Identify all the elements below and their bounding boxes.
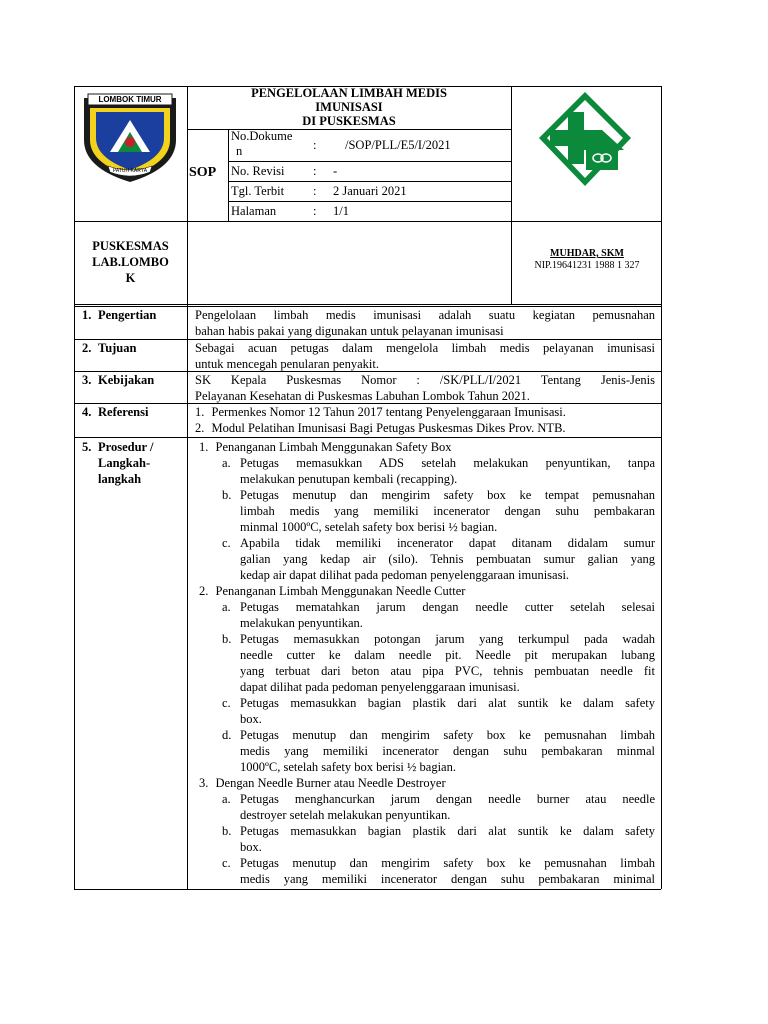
signer-nip: NIP.19641231 1988 1 327 <box>534 260 640 271</box>
procedure-step: b. Petugas memasukkan bagian plastik dari alat suntik ke dalam safety box. <box>222 824 655 854</box>
meta-page-value: 1/1 <box>333 204 349 218</box>
paragraph-line: untuk mencegah penularan penyakit. <box>195 357 379 371</box>
section-3-content <box>195 372 655 404</box>
section-2-number: 2. <box>82 341 92 355</box>
meta-issued-sep: : <box>313 184 317 198</box>
paragraph-line: Pengelolaan limbah medis imunisasi adalah suatu kegiatan pemusnahan <box>195 308 655 322</box>
section-1-label: Pengertian <box>98 308 157 322</box>
paragraph-line: Pelayanan Kesehatan di Puskesmas Labuhan Lombok Tahun 2021. <box>195 389 530 403</box>
section-3-label: Kebijakan <box>98 373 155 387</box>
title-line-2: IMUNISASI <box>315 100 383 114</box>
procedure-step: a. Petugas mematahkan jarum dengan needle cutter setelah selesai melakukan penyuntikan. <box>222 600 655 630</box>
logo-column-divider <box>511 86 512 304</box>
section-3-number: 3. <box>82 373 92 387</box>
table-border-right <box>661 86 662 889</box>
section-1-number: 1. <box>82 308 92 322</box>
puskesmas-logo <box>536 90 634 190</box>
meta-doc-number-label: No.Dokume n <box>231 129 293 158</box>
meta-revision-sep: : <box>313 164 317 178</box>
section-5-number: 5. <box>82 440 92 454</box>
procedure-step: b. Petugas menutup dan mengirim safety box ke tempat pemusnahan limbah medis yang memiliki incenerator dengan suhu pembakaran minmal 1000ºC, setelah safety box berisi ½ bagian. <box>222 488 655 534</box>
procedure-step: a. Petugas memasukkan ADS setelah melakukan penyuntikan, tanpa melakukan penutupan kembali (recapping). <box>222 456 655 486</box>
meta-doc-number-sep: : <box>313 138 317 152</box>
lombok-timur-crest <box>80 92 180 184</box>
section-1-content <box>195 307 655 339</box>
meta-divider-2 <box>228 181 511 182</box>
procedure-step: c. Apabila tidak memiliki incenerator dapat ditanam didalam sumur galian yang kedap air (silo). Tehnis pembuatan sumur galian yang kedap air dapat dilihat pada pedoman penyelenggaraan imunisasi. <box>222 536 655 582</box>
title-line-1: PENGELOLAAN LIMBAH MEDIS <box>251 86 447 100</box>
meta-revision-label: No. Revisi <box>231 164 285 178</box>
table-border-left <box>74 86 75 889</box>
section-4-content <box>195 404 655 436</box>
paragraph-line: bahan habis pakai yang digunakan untuk pelayanan imunisasi <box>195 324 504 338</box>
procedure-step: b. Petugas memasukkan potongan jarum yang terkumpul pada wadah needle cutter ke dalam needle pit. Needle pit merupakan lubang yang terbuat dari beton atau pipa PVC, tehnis pembuatan needle fit dapat dilihat pada pedoman penyelenggaraan imunisasi. <box>222 632 655 694</box>
meta-issued-value: 2 Januari 2021 <box>333 184 407 198</box>
row-divider-4 <box>74 437 661 438</box>
column-divider <box>187 86 188 889</box>
crest-district-label: LOMBOK TIMUR <box>98 95 162 104</box>
section-2-label: Tujuan <box>98 341 137 355</box>
reference-item: 1. Permenkes Nomor 12 Tahun 2017 tentang Penyelenggaraan Imunisasi. <box>195 405 566 419</box>
procedure-heading: 3. Dengan Needle Burner atau Needle Destroyer <box>199 776 446 790</box>
section-5-label: Prosedur / Langkah- langkah <box>98 440 154 486</box>
signer-name: MUHDAR, SKM <box>550 248 624 259</box>
sop-label: SOP <box>189 165 217 180</box>
section-4-number: 4. <box>82 405 92 419</box>
procedure-heading: 1. Penanganan Limbah Menggunakan Safety Box <box>199 440 452 454</box>
procedure-list <box>199 439 655 887</box>
org-row-divider-a <box>74 304 661 305</box>
meta-page-sep: : <box>313 204 317 218</box>
puskesmas-logo-icon <box>536 90 634 190</box>
meta-revision-value: - <box>333 164 338 178</box>
meta-page-label: Halaman <box>231 204 277 218</box>
meta-doc-number-value: /SOP/PLL/E5/I/2021 <box>345 138 451 152</box>
table-border-bottom <box>74 889 661 890</box>
procedure-step: d. Petugas menutup dan mengirim safety box ke pemusnahan limbah medis yang memiliki incenerator dengan suhu pembakaran minmal 1000ºC, setelah safety box berisi ½ bagian. <box>222 728 655 774</box>
paragraph-line: Sebagai acuan petugas dalam mengelola limbah medis pelayanan imunisasi <box>195 341 655 355</box>
procedure-step: a. Petugas menghancurkan jarum dengan needle burner atau needle destroyer setelah melakukan penyuntikan. <box>222 792 655 822</box>
header-row-divider <box>74 221 661 222</box>
meta-divider-1 <box>228 161 511 162</box>
paragraph-line: SK Kepala Puskesmas Nomor : /SK/PLL/I/2021 Tentang Jenis-Jenis <box>195 373 655 387</box>
organization-name: PUSKESMAS LAB.LOMBO K <box>92 239 169 285</box>
meta-issued-label: Tgl. Terbit <box>231 184 285 198</box>
sop-divider <box>228 129 229 221</box>
title-line-3: DI PUSKESMAS <box>302 114 396 128</box>
document-title <box>187 86 511 128</box>
section-2-content <box>195 340 655 372</box>
meta-divider-3 <box>228 201 511 202</box>
crest-motto: PATUH KARYA <box>112 168 148 174</box>
section-4-label: Referensi <box>98 405 149 419</box>
procedure-heading: 2. Penanganan Limbah Menggunakan Needle Cutter <box>199 584 466 598</box>
procedure-step: c. Petugas memasukkan bagian plastik dari alat suntik ke dalam safety box. <box>222 696 655 726</box>
procedure-step: c. Petugas menutup dan mengirim safety box ke pemusnahan limbah medis yang memiliki incenerator dengan suhu pembakaran minimal <box>222 856 655 886</box>
reference-item: 2. Modul Pelatihan Imunisasi Bagi Petugas Puskesmas Dikes Prov. NTB. <box>195 421 566 435</box>
